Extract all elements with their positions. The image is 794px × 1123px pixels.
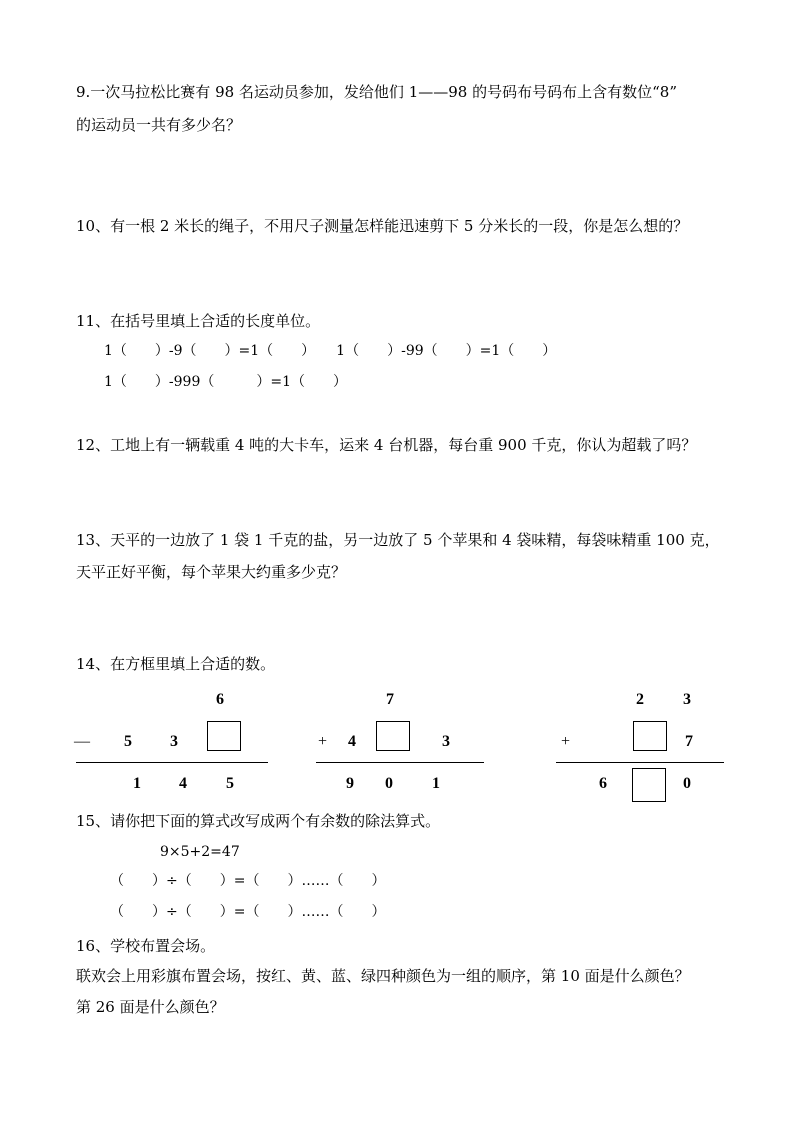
- p3-answer-box-bottom[interactable]: [632, 768, 666, 802]
- p3-divider: [556, 762, 724, 763]
- p1-digit-a2: 3: [170, 733, 178, 750]
- q14-title: 14、在方框里填上合适的数。: [76, 655, 276, 673]
- p2-divider: [316, 762, 484, 763]
- p1-operator: —: [74, 733, 90, 750]
- p3-top-digit-1: 2: [636, 691, 644, 708]
- p3-digit-a3: 7: [685, 733, 693, 750]
- p1-result-2: 4: [179, 775, 187, 792]
- p1-answer-box[interactable]: [207, 721, 241, 751]
- q16-title: 16、学校布置会场。: [76, 937, 216, 955]
- q16-line2: 第 26 面是什么颜色？: [76, 998, 225, 1016]
- q15-title: 15、请你把下面的算式改写成两个有余数的除法算式。: [76, 812, 441, 830]
- p2-result-1: 9: [346, 775, 354, 792]
- p3-result-3: 0: [683, 775, 691, 792]
- q9-line1: 9.一次马拉松比赛有 98 名运动员参加，发给他们 1——98 的号码布号码布上含有数位“8”: [76, 83, 677, 101]
- p2-result-2: 0: [385, 775, 393, 792]
- p1-top-digit: 6: [216, 691, 224, 708]
- q15-row1: （ ）÷（ ）=（ ）……（ ）: [110, 873, 386, 889]
- p1-result-3: 5: [226, 775, 234, 792]
- p2-operator: +: [318, 733, 328, 750]
- p3-operator: +: [561, 733, 571, 750]
- p1-digit-a1: 5: [124, 733, 132, 750]
- p2-top-digit: 7: [386, 691, 394, 708]
- q9-line2: 的运动员一共有多少名？: [76, 116, 242, 134]
- q13-line1: 13、天平的一边放了 1 袋 1 千克的盐，另一边放了 5 个苹果和 4 袋味精，每袋味精重 100 克，: [76, 531, 720, 549]
- q15-equation: 9×5+2=47: [160, 844, 240, 860]
- q11-row1: 1（ ）-9（ ）=1（ ） 1（ ）-99（ ）=1（ ）: [104, 343, 557, 359]
- p2-digit-a3: 3: [442, 733, 450, 750]
- q11-row2: 1（ ）-999（ ）=1（ ）: [104, 374, 347, 390]
- q13-line2: 天平正好平衡，每个苹果大约重多少克？: [76, 563, 347, 581]
- q10-line1: 10、有一根 2 米长的绳子，不用尺子测量怎样能迅速剪下 5 分米长的一段，你是怎么想的？: [76, 217, 689, 235]
- p1-result-1: 1: [133, 775, 141, 792]
- p2-digit-a1: 4: [348, 733, 356, 750]
- p3-top-digit-2: 3: [683, 691, 691, 708]
- q15-row2: （ ）÷（ ）=（ ）……（ ）: [110, 904, 386, 920]
- q11-title: 11、在括号里填上合适的长度单位。: [76, 312, 321, 330]
- q16-line1: 联欢会上用彩旗布置会场，按红、黄、蓝、绿四种颜色为一组的顺序，第 10 面是什么颜色？: [76, 967, 690, 985]
- p2-answer-box[interactable]: [376, 721, 410, 751]
- p3-result-1: 6: [599, 775, 607, 792]
- p2-result-3: 1: [432, 775, 440, 792]
- q12-line1: 12、工地上有一辆载重 4 吨的大卡车，运来 4 台机器，每台重 900 千克，你认为超载了吗？: [76, 436, 697, 454]
- p1-divider: [76, 762, 268, 763]
- p3-answer-box-top[interactable]: [633, 721, 667, 751]
